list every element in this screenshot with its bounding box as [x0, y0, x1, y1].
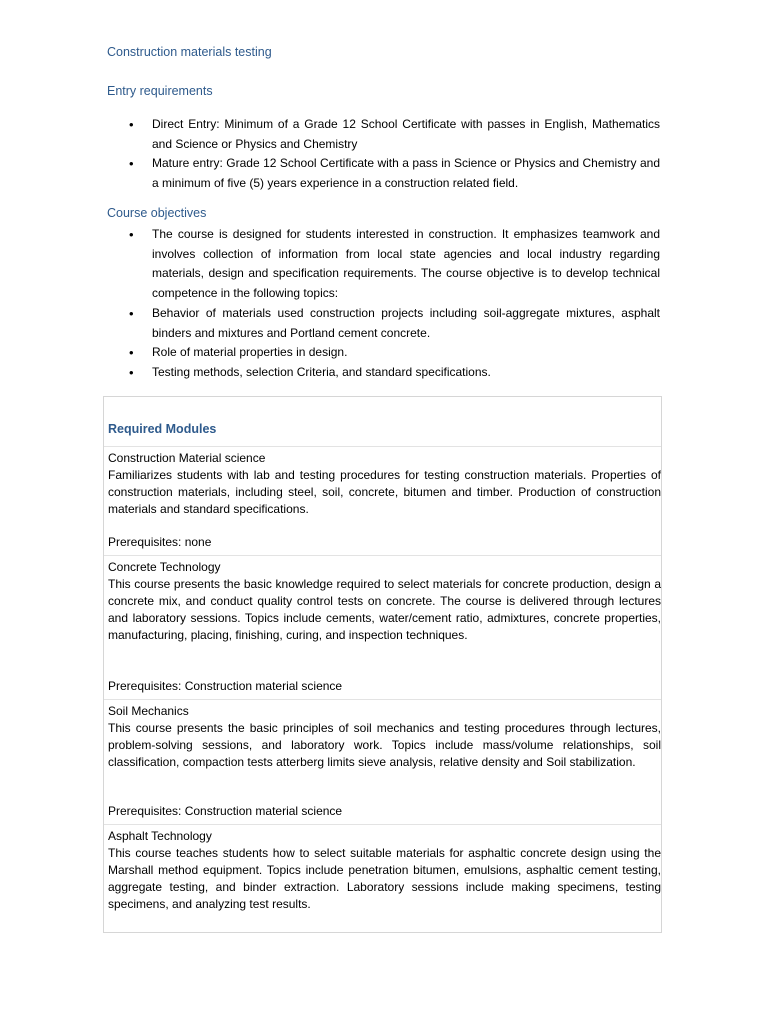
module-prerequisites: Prerequisites: none — [108, 535, 212, 549]
module-asphalt-technology — [108, 828, 661, 913]
module-description: This course presents the basic principles of soil mechanics and testing procedures through lectures, problem-solving sessions, and laboratory work. Topics include mass/volume relationships, soil classification, compaction tests atterberg limits sieve analysis, relative density and Soil stabilization. — [108, 721, 661, 769]
course-objectives-list — [107, 225, 660, 383]
row-divider — [104, 555, 661, 556]
row-divider — [104, 699, 661, 700]
module-title: Construction Material science — [108, 451, 266, 465]
objective-item-role: • Role of material properties in design. — [107, 343, 660, 363]
entry-requirements-list — [107, 115, 660, 194]
module-construction-material-science — [108, 450, 661, 518]
document-title: Construction materials testing — [107, 45, 272, 59]
module-description: Familiarizes students with lab and testing procedures for testing construction materials. Properties of construction materials, including steel, soil, concrete, bitumen and timber. Production of construction materials and standard specifications. — [108, 468, 661, 516]
module-title: Soil Mechanics — [108, 704, 189, 718]
entry-item-direct: • Direct Entry: Minimum of a Grade 12 School Certificate with passes in English, Mathematics and Science or Physics and Chemistry — [107, 115, 660, 154]
required-modules-heading: Required Modules — [108, 422, 217, 436]
module-concrete-technology — [108, 559, 661, 644]
module-description: This course presents the basic knowledge required to select materials for concrete production, design a concrete mix, and conduct quality control tests on concrete. The course is delivered through lectures and laboratory sessions. Topics include cements, water/cement ratio, admixtures, concrete properties, manufacturing, placing, finishing, curing, and inspection techniques. — [108, 577, 661, 642]
objective-item-behavior: • Behavior of materials used construction projects including soil-aggregate mixtures, asphalt binders and mixtures and Portland cement concrete. — [107, 304, 660, 343]
module-description: This course teaches students how to select suitable materials for asphaltic concrete design using the Marshall method equipment. Topics include penetration bitumen, emulsions, asphaltic cement testing, aggregate testing, and binder extraction. Laboratory sessions include making specimens, testing specimens, and analyzing test results. — [108, 846, 661, 911]
module-soil-mechanics — [108, 703, 661, 771]
row-divider — [104, 446, 661, 447]
module-title: Concrete Technology — [108, 560, 221, 574]
entry-item-mature: • Mature entry: Grade 12 School Certificate with a pass in Science or Physics and Chemistry and a minimum of five (5) years experience in a construction related field. — [107, 154, 660, 193]
course-objectives-heading: Course objectives — [107, 206, 207, 220]
module-title: Asphalt Technology — [108, 829, 212, 843]
row-divider — [104, 824, 661, 825]
entry-requirements-heading: Entry requirements — [107, 84, 213, 98]
module-prerequisites: Prerequisites: Construction material science — [108, 679, 343, 693]
objective-item-testing: • Testing methods, selection Criteria, and standard specifications. — [107, 363, 660, 383]
module-prerequisites: Prerequisites: Construction material science — [108, 804, 343, 818]
objective-item-intro: • The course is designed for students interested in construction. It emphasizes teamwork and involves collection of information from local state agencies and local industry regarding materials, design and specification requirements. The course objective is to develop technical competence in the following topics: — [107, 225, 660, 304]
required-modules-table — [103, 396, 662, 933]
